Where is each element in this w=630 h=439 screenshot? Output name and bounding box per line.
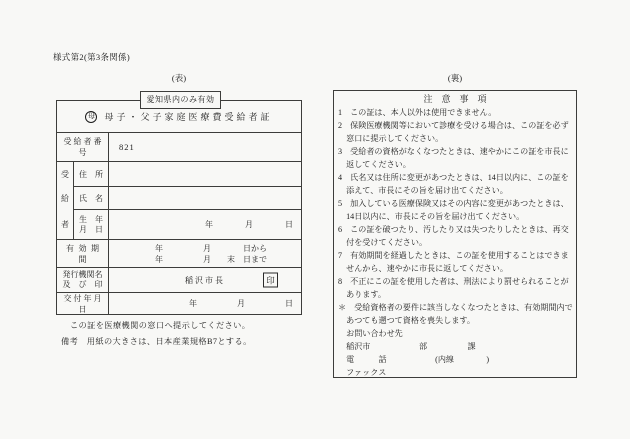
name-label: 氏 名 [74, 187, 109, 209]
validity-until-line: 年 月 末 日まで [155, 254, 267, 264]
recipient-info-group [57, 162, 301, 240]
valid-area-tab: 愛知県内のみ有効 [140, 91, 221, 109]
notice-line: お問い合わせ先 [338, 329, 403, 338]
notice-line: 窓口に提示してください。 [338, 134, 444, 143]
certificate-back-box [333, 90, 577, 378]
notice-line: 4 氏名又は住所に変更があつたときは、14日以内に、この証を [338, 173, 569, 182]
name-row [74, 187, 301, 210]
front-side-label: (表) [171, 73, 187, 83]
notice-line: あります。 [338, 290, 386, 299]
notice-line: 電 話 (内線 ) [338, 355, 490, 364]
birthdate-value: 年 月 日 [205, 220, 293, 229]
notice-line: 2 保険医療機関等において診療を受ける場合は、この証を必ず [338, 121, 569, 130]
presentation-note: この証を医療機関の窓口へ提示してください。 [70, 321, 251, 330]
notice-title: 注 意 事 項 [423, 94, 487, 104]
birthdate-row [74, 210, 301, 239]
form-code: 様式第2(第3条関係) [53, 52, 130, 62]
address-row [74, 162, 301, 187]
address-value [109, 162, 301, 186]
group-char: 受 [61, 170, 69, 179]
notice-line: 3 受給者の資格がなくなつたときは、速やかにこの証を市長に [338, 147, 569, 156]
birthdate-label-line1: 生 年 [79, 214, 103, 224]
issuer-label-line1: 発行機関名 [62, 270, 103, 279]
notice-line: 5 加入している医療保険又はその内容に変更があつたときは、 [338, 199, 569, 208]
notice-line: 添えて、市長にその旨を届け出てください。 [338, 186, 508, 195]
address-label: 住 所 [74, 162, 109, 186]
validity-period-label: 有効期間 [57, 240, 109, 267]
recipient-number-row [57, 133, 301, 162]
notice-line: せんから、速やかに市長に返してください。 [338, 264, 508, 273]
recipient-info-rows [74, 162, 301, 239]
certificate-front-table [56, 95, 302, 315]
issuer-value [109, 268, 301, 292]
notice-line: 7 有効期間を経過したときは、この証を使用することはできま [338, 251, 569, 260]
seal-box: 印 [263, 273, 278, 288]
birthdate-label [74, 210, 109, 239]
notice-line: ＊ 受給資格者の要件に該当しなくなつたときは、有効期間内で [338, 303, 573, 312]
paper-size-note: 備考 用紙の大きさは、日本産業規格B7とする。 [61, 337, 252, 346]
issue-date-row [57, 293, 301, 314]
issue-date-value: 年 月 日 [189, 299, 293, 308]
validity-from-line: 年 月 日から [155, 243, 267, 253]
issuer-label [57, 268, 109, 292]
notice-line: ファックス [338, 368, 387, 377]
notice-line: 14日以内に、市長にその旨を届け出てください。 [338, 212, 525, 221]
birthdate-label-line2: 月 日 [79, 224, 103, 234]
notice-line: 稲沢市 部 課 [338, 342, 476, 351]
back-side-label: (裏) [447, 73, 463, 83]
recipient-number-label: 受給者番号 [57, 133, 109, 161]
notice-line: 1 この証は、本人以外は使用できません。 [338, 108, 497, 117]
name-value [109, 187, 301, 209]
issuer-row [57, 268, 301, 293]
recipient-number-value: 821 [119, 142, 135, 152]
notice-line: 6 この証を破つたり、汚したり又は失つたりしたときは、再交 [338, 225, 569, 234]
group-char: 給 [61, 194, 69, 203]
validity-period-value [109, 240, 301, 267]
category-mark-circle: 母 [85, 111, 97, 123]
certificate-title: 母子・父子家庭医療費受給者証 [104, 112, 273, 122]
recipient-group-column [57, 162, 74, 239]
validity-period-row [57, 240, 301, 268]
issuer-name: 稲沢市長 [185, 275, 225, 285]
notice-line: 返してください。 [338, 160, 411, 169]
issuer-label-line2: 及 び 印 [62, 280, 103, 289]
notice-line: 8 不正にこの証を使用した者は、刑法により罰せられることが [338, 277, 569, 286]
notice-line: 付を受けてください。 [338, 238, 428, 247]
group-char: 者 [61, 220, 69, 229]
issue-date-label: 交付年月日 [57, 293, 109, 314]
notice-line: あつても遡つて資格を喪失します。 [338, 316, 475, 325]
